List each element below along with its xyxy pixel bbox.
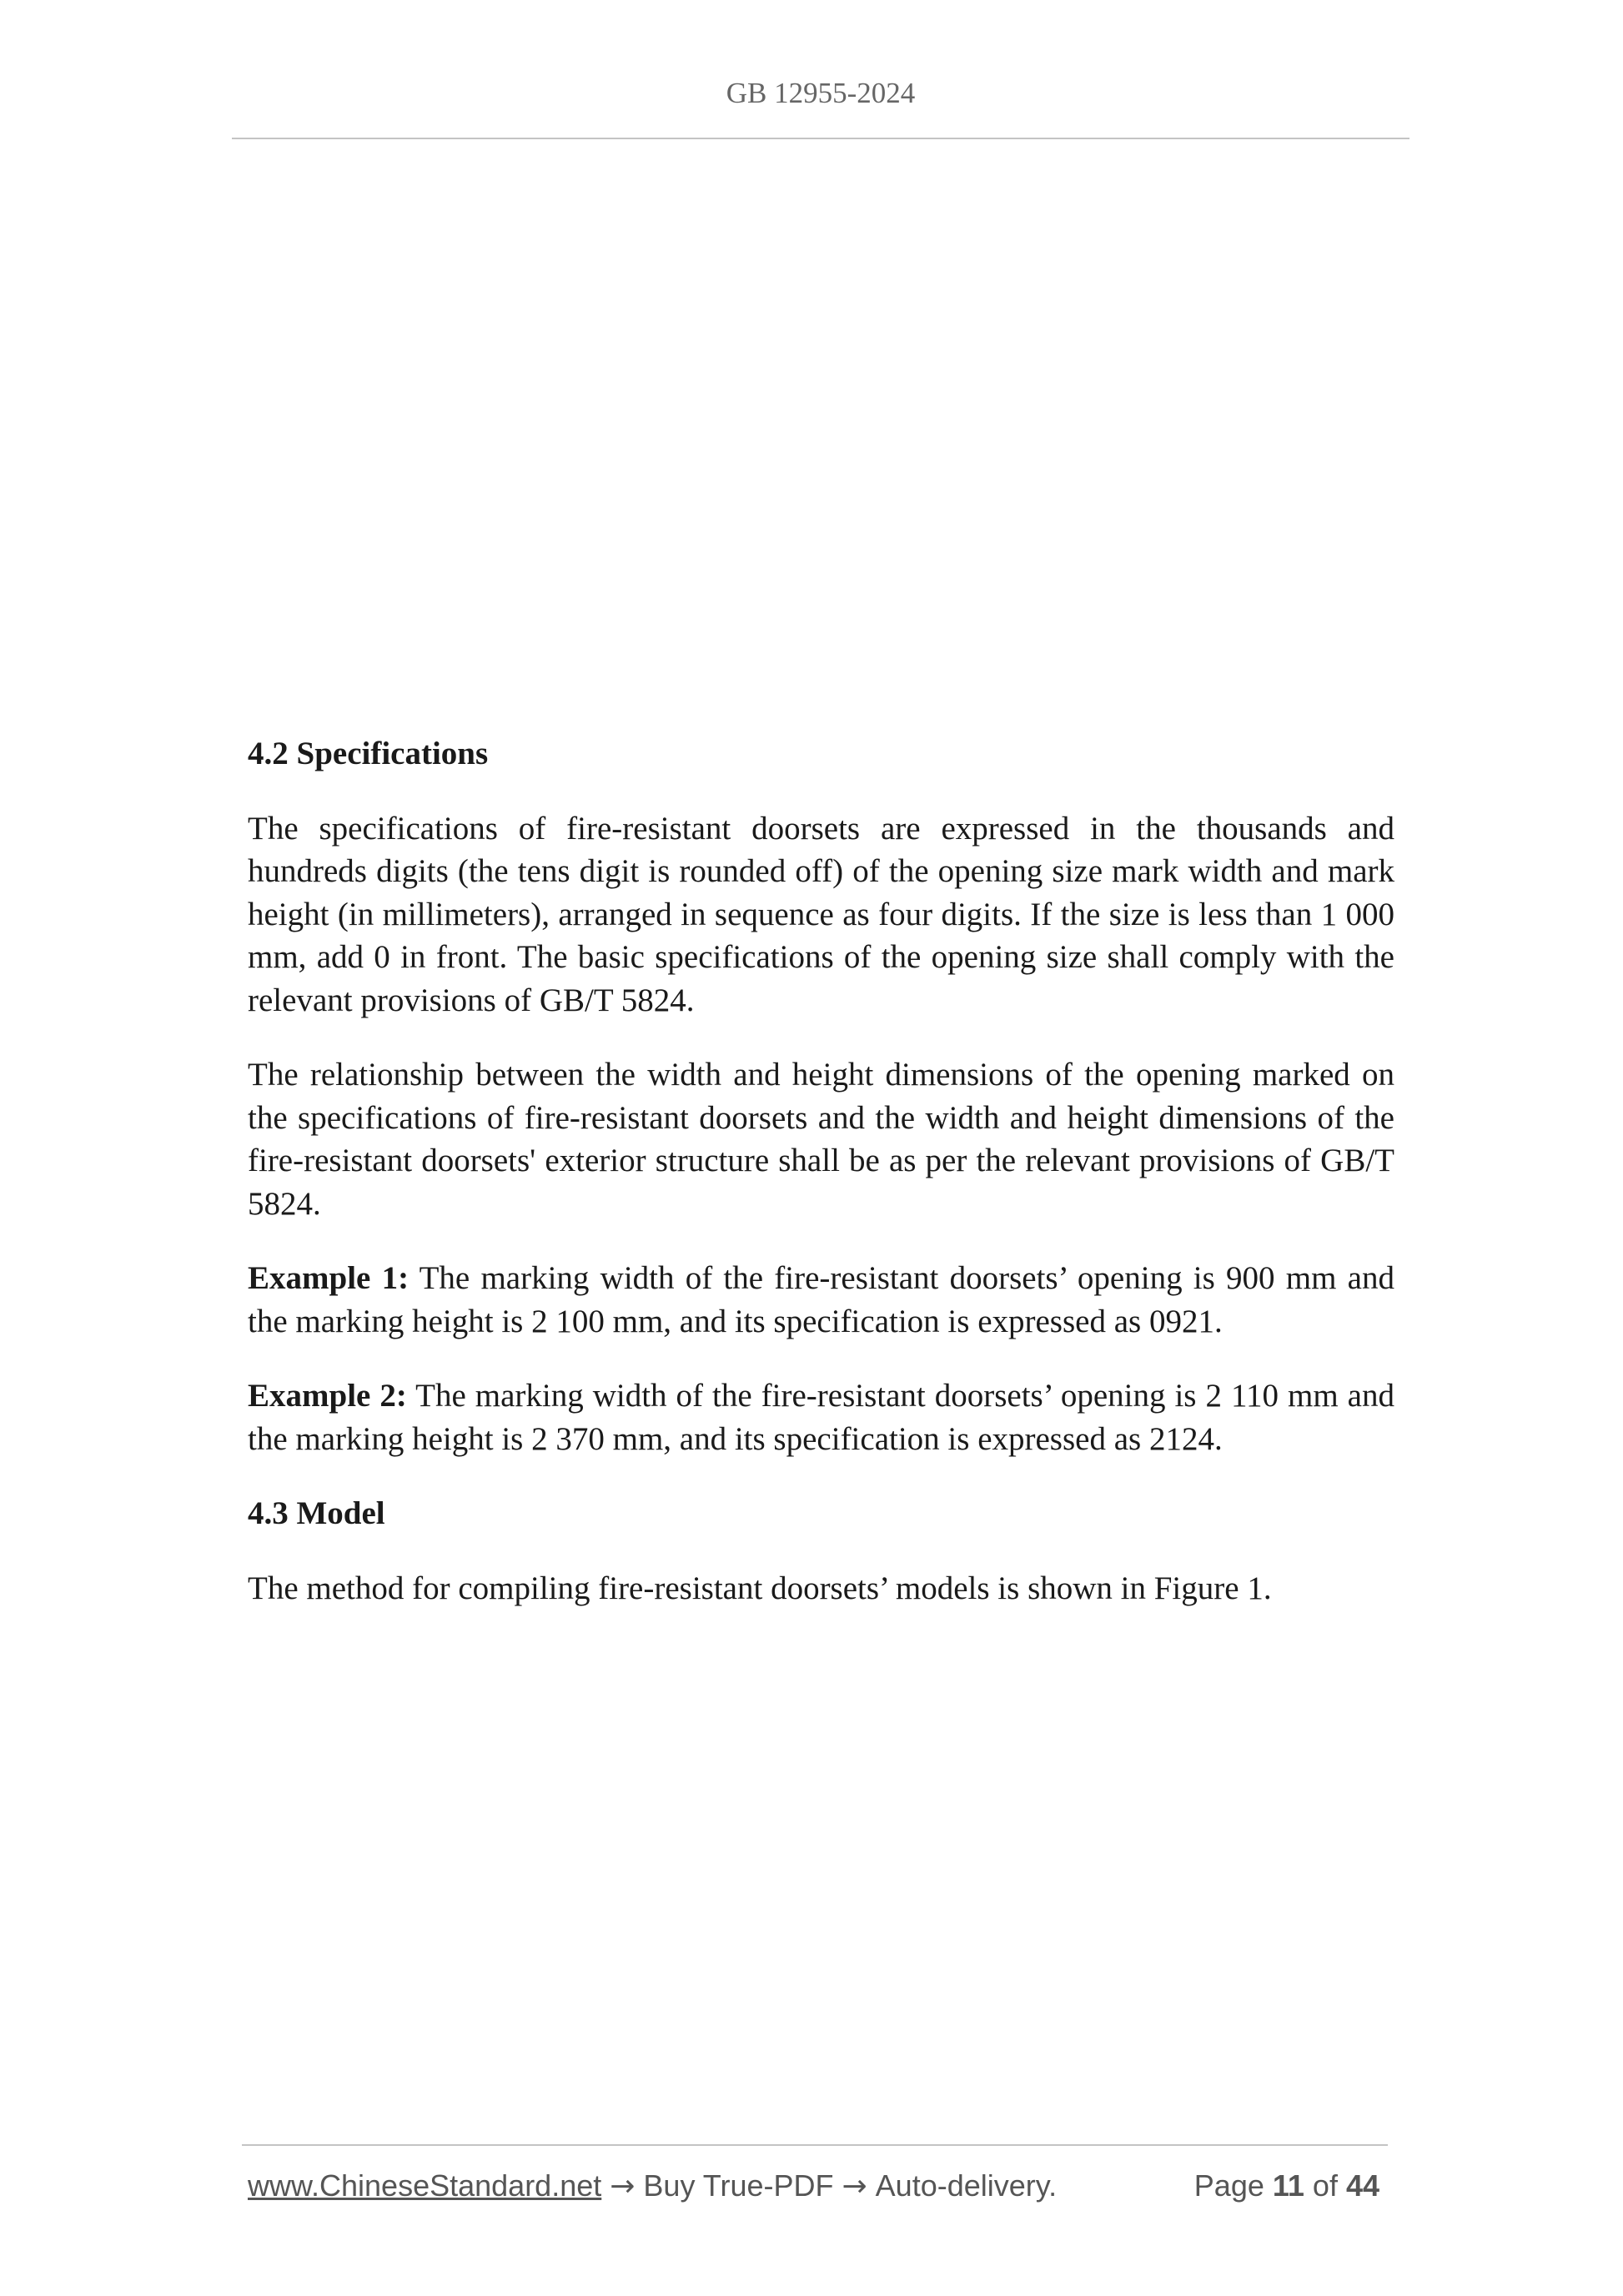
site-link[interactable]: www.ChineseStandard.net	[248, 2168, 602, 2203]
paragraph: The relationship between the width and height dimensions of the opening marked on the specifications of fire-resistant doorsets and the width and height dimensions of the fire-resistant doorsets' exterior structure shall be as per the relevant provisions of GB/T 5824.	[248, 1057, 1394, 1222]
example-text: The marking width of the fire-resistant doorsets’ opening is 2 110 mm and the marking height is 2 370 mm, and its specification is expressed as 2124.	[248, 1378, 1394, 1457]
paragraph: The method for compiling fire-resistant doorsets’ models is shown in Figure 1.	[248, 1570, 1272, 1606]
document-id: GB 12955-2024	[726, 77, 916, 109]
document-body	[248, 732, 1394, 1641]
of-word: of	[1312, 2168, 1338, 2203]
example-label: Example 1:	[248, 1260, 410, 1296]
paragraph: The specifications of fire-resistant doorsets are expressed in the thousands and hundreds digits (the tens digit is rounded off) of the opening size mark width and mark height (in millimeters), arranged in sequence as four digits. If the size is less than 1 000 mm, add 0 in front. The basic specifications of the opening size shall comply with the relevant provisions of GB/T 5824.	[248, 810, 1394, 1018]
page-footer	[248, 2168, 1388, 2203]
current-page: 11	[1272, 2168, 1304, 2203]
header-divider	[232, 138, 1409, 139]
section-heading-4-2: 4.2 Specifications	[248, 736, 489, 771]
example-paragraph-2	[248, 1374, 1394, 1460]
example-text: The marking width of the fire-resistant doorsets’ opening is 900 mm and the marking height is 2 100 mm, and its specification is expressed as 0921.	[248, 1260, 1394, 1339]
arrow-right-icon: →	[610, 2169, 636, 2203]
delivery-text: Auto-delivery.	[875, 2168, 1058, 2203]
buy-text: Buy True-PDF	[643, 2168, 834, 2203]
example-label: Example 2:	[248, 1378, 407, 1414]
arrow-right-icon: →	[842, 2169, 867, 2203]
section-heading-4-3: 4.3 Model	[248, 1495, 385, 1531]
example-paragraph-1	[248, 1257, 1394, 1343]
page-word: Page	[1193, 2168, 1264, 2203]
footer-promo	[248, 2168, 1057, 2203]
page-number	[1194, 2168, 1388, 2203]
footer-divider	[242, 2144, 1388, 2146]
page-header	[232, 77, 1409, 110]
total-pages: 44	[1345, 2168, 1379, 2203]
